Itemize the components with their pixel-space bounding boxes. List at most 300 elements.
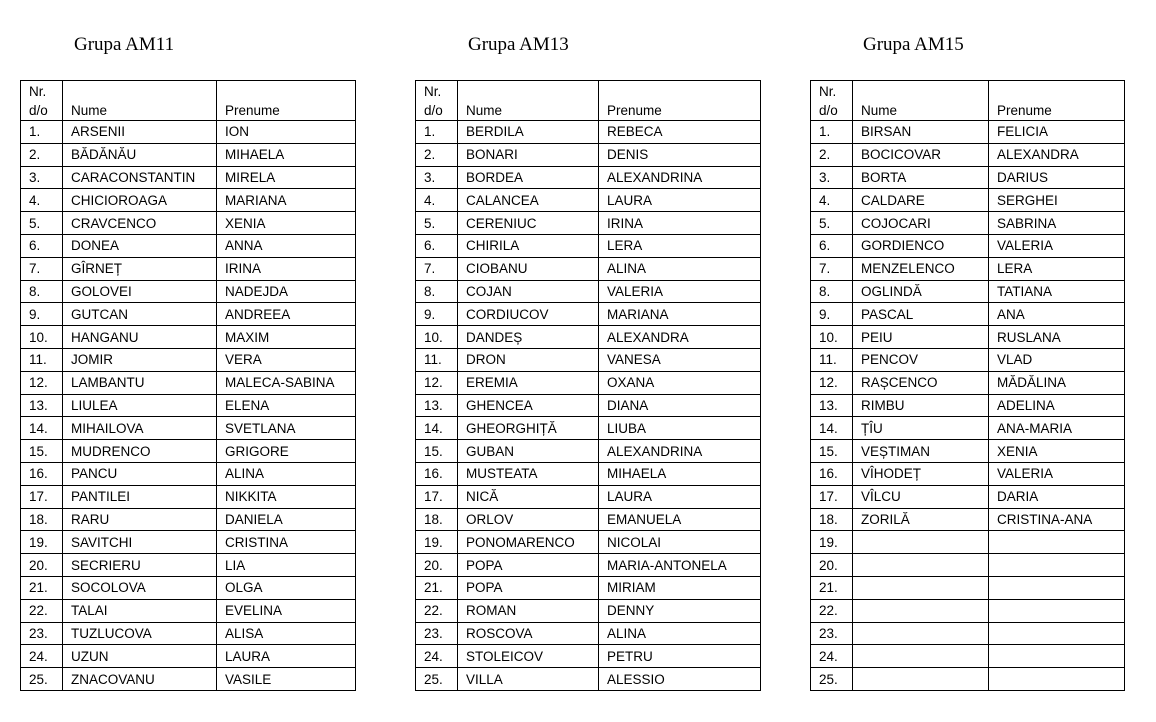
cell-nume: CERENIUC — [458, 212, 599, 235]
cell-nume: POPA — [458, 554, 599, 577]
table-row — [416, 440, 761, 463]
table-row — [811, 257, 1125, 280]
cell-nume: CRAVCENCO — [63, 212, 217, 235]
cell-prenume: EMANUELA — [599, 508, 761, 531]
cell-nume — [853, 645, 989, 668]
cell-prenume — [989, 531, 1125, 554]
cell-prenume — [989, 668, 1125, 691]
cell-nume: CHIRILA — [458, 234, 599, 257]
cell-nume: ZNACOVANU — [63, 668, 217, 691]
cell-prenume — [989, 599, 1125, 622]
cell-nume: CORDIUCOV — [458, 303, 599, 326]
cell-nr: 20. — [416, 554, 458, 577]
cell-nume: VÎHODEȚ — [853, 462, 989, 485]
cell-nr: 16. — [416, 462, 458, 485]
cell-prenume: LAURA — [217, 645, 356, 668]
group-title: Grupa AM15 — [863, 34, 964, 55]
group-title: Grupa AM11 — [74, 34, 175, 55]
cell-prenume: DARIA — [989, 485, 1125, 508]
cell-nr: 19. — [416, 531, 458, 554]
cell-prenume: LAURA — [599, 189, 761, 212]
cell-prenume: VALERIA — [599, 280, 761, 303]
cell-prenume — [989, 645, 1125, 668]
cell-nr: 19. — [811, 531, 853, 554]
cell-prenume: ADELINA — [989, 394, 1125, 417]
cell-nume: PASCAL — [853, 303, 989, 326]
cell-nume: ORLOV — [458, 508, 599, 531]
table-row — [21, 576, 356, 599]
table-row — [811, 508, 1125, 531]
table-row — [21, 417, 356, 440]
column-header-nr: Nr. d/o — [21, 81, 63, 121]
table-row — [811, 622, 1125, 645]
cell-nume: LIULEA — [63, 394, 217, 417]
cell-nr: 4. — [416, 189, 458, 212]
table-row — [811, 371, 1125, 394]
table-row — [416, 303, 761, 326]
table-row — [21, 143, 356, 166]
cell-prenume: DANIELA — [217, 508, 356, 531]
column-header-nume: Nume — [853, 81, 989, 121]
cell-prenume: MARIANA — [217, 189, 356, 212]
table-row — [21, 212, 356, 235]
cell-nr: 7. — [416, 257, 458, 280]
cell-nr: 25. — [811, 668, 853, 691]
cell-nume: RAȘCENCO — [853, 371, 989, 394]
cell-prenume: ALEXANDRINA — [599, 440, 761, 463]
table-row — [811, 440, 1125, 463]
cell-nr: 24. — [416, 645, 458, 668]
cell-prenume: XENIA — [217, 212, 356, 235]
cell-nume: BĂDĂNĂU — [63, 143, 217, 166]
cell-nume — [853, 622, 989, 645]
table-row — [21, 280, 356, 303]
cell-nr: 15. — [21, 440, 63, 463]
cell-nr: 5. — [416, 212, 458, 235]
cell-nume: TALAI — [63, 599, 217, 622]
cell-nume: VEȘTIMAN — [853, 440, 989, 463]
cell-nume: ROMAN — [458, 599, 599, 622]
cell-prenume: IRINA — [217, 257, 356, 280]
cell-nume: GÎRNEȚ — [63, 257, 217, 280]
table-row — [21, 348, 356, 371]
table-row — [811, 189, 1125, 212]
table-row — [21, 189, 356, 212]
cell-nr: 11. — [811, 348, 853, 371]
column-header-nume: Nume — [458, 81, 599, 121]
cell-nume: BOCICOVAR — [853, 143, 989, 166]
cell-nr: 24. — [21, 645, 63, 668]
cell-nr: 5. — [21, 212, 63, 235]
cell-prenume: RUSLANA — [989, 326, 1125, 349]
cell-prenume: GRIGORE — [217, 440, 356, 463]
cell-nr: 18. — [811, 508, 853, 531]
cell-prenume: EVELINA — [217, 599, 356, 622]
table-row — [21, 166, 356, 189]
cell-prenume: ALISA — [217, 622, 356, 645]
cell-nr: 23. — [811, 622, 853, 645]
cell-nr: 21. — [811, 576, 853, 599]
cell-prenume: VALERIA — [989, 234, 1125, 257]
cell-nume — [853, 531, 989, 554]
table-row — [416, 326, 761, 349]
cell-nume: VILLA — [458, 668, 599, 691]
table-row — [416, 508, 761, 531]
cell-nr: 9. — [21, 303, 63, 326]
cell-nr: 11. — [21, 348, 63, 371]
cell-nr: 6. — [416, 234, 458, 257]
table-row — [811, 212, 1125, 235]
cell-nr: 13. — [811, 394, 853, 417]
cell-nume: BERDILA — [458, 121, 599, 144]
cell-prenume: PETRU — [599, 645, 761, 668]
cell-prenume: OXANA — [599, 371, 761, 394]
cell-prenume: DARIUS — [989, 166, 1125, 189]
cell-nr: 13. — [416, 394, 458, 417]
table-row — [416, 189, 761, 212]
cell-nr: 10. — [811, 326, 853, 349]
table-row — [811, 554, 1125, 577]
table-row — [416, 599, 761, 622]
cell-nume: UZUN — [63, 645, 217, 668]
cell-nume: MENZELENCO — [853, 257, 989, 280]
table-row — [811, 462, 1125, 485]
cell-prenume: MALECA-SABINA — [217, 371, 356, 394]
table-row — [21, 394, 356, 417]
cell-nume: MIHAILOVA — [63, 417, 217, 440]
cell-prenume: CRISTINA — [217, 531, 356, 554]
table-row — [21, 121, 356, 144]
table-row — [21, 485, 356, 508]
table-row — [21, 371, 356, 394]
cell-prenume: DIANA — [599, 394, 761, 417]
cell-prenume: ALEXANDRA — [989, 143, 1125, 166]
cell-nr: 25. — [416, 668, 458, 691]
cell-nume: BIRSAN — [853, 121, 989, 144]
cell-nume: OGLINDĂ — [853, 280, 989, 303]
cell-prenume: VASILE — [217, 668, 356, 691]
table-row — [811, 143, 1125, 166]
table-row — [416, 531, 761, 554]
cell-nume: BORDEA — [458, 166, 599, 189]
cell-nr: 6. — [811, 234, 853, 257]
cell-nume: DONEA — [63, 234, 217, 257]
cell-prenume: MIRIAM — [599, 576, 761, 599]
column-header-nr: Nr. d/o — [416, 81, 458, 121]
cell-nr: 25. — [21, 668, 63, 691]
cell-nume: GUTCAN — [63, 303, 217, 326]
table-row — [21, 257, 356, 280]
column-header-nr: Nr. d/o — [811, 81, 853, 121]
cell-prenume: LIA — [217, 554, 356, 577]
roster-table — [810, 80, 1125, 691]
cell-nr: 12. — [811, 371, 853, 394]
cell-prenume: ANA — [989, 303, 1125, 326]
roster-table — [20, 80, 356, 691]
cell-nr: 7. — [811, 257, 853, 280]
cell-nr: 17. — [811, 485, 853, 508]
cell-nr: 14. — [416, 417, 458, 440]
cell-nume: GUBAN — [458, 440, 599, 463]
cell-nume: ȚÎU — [853, 417, 989, 440]
cell-nr: 3. — [416, 166, 458, 189]
cell-nr: 2. — [811, 143, 853, 166]
table-row — [21, 622, 356, 645]
cell-nume: VÎLCU — [853, 485, 989, 508]
cell-nr: 18. — [416, 508, 458, 531]
cell-nr: 15. — [416, 440, 458, 463]
cell-nume: EREMIA — [458, 371, 599, 394]
cell-prenume: VANESA — [599, 348, 761, 371]
cell-nr: 20. — [811, 554, 853, 577]
table-row — [811, 645, 1125, 668]
table-row — [811, 417, 1125, 440]
table-row — [811, 234, 1125, 257]
table-row — [416, 348, 761, 371]
table-row — [21, 599, 356, 622]
table-row — [21, 303, 356, 326]
cell-nume: DANDEȘ — [458, 326, 599, 349]
cell-nr: 22. — [21, 599, 63, 622]
cell-prenume: LAURA — [599, 485, 761, 508]
column-header-prenume: Prenume — [217, 81, 356, 121]
cell-prenume: ANNA — [217, 234, 356, 257]
cell-nume: ARSENII — [63, 121, 217, 144]
cell-nr: 2. — [416, 143, 458, 166]
cell-prenume: ALINA — [599, 622, 761, 645]
group-title: Grupa AM13 — [468, 34, 569, 55]
cell-prenume: ANA-MARIA — [989, 417, 1125, 440]
cell-nr: 9. — [416, 303, 458, 326]
cell-prenume: OLGA — [217, 576, 356, 599]
cell-nume: PONOMARENCO — [458, 531, 599, 554]
cell-nr: 10. — [21, 326, 63, 349]
cell-nume: CALANCEA — [458, 189, 599, 212]
cell-nr: 10. — [416, 326, 458, 349]
cell-prenume: DENNY — [599, 599, 761, 622]
cell-nr: 3. — [811, 166, 853, 189]
cell-prenume: ANDREEA — [217, 303, 356, 326]
cell-nume: SOCOLOVA — [63, 576, 217, 599]
column-header-prenume: Prenume — [989, 81, 1125, 121]
cell-prenume: CRISTINA-ANA — [989, 508, 1125, 531]
cell-nume: ROSCOVA — [458, 622, 599, 645]
cell-nr: 8. — [416, 280, 458, 303]
cell-nr: 9. — [811, 303, 853, 326]
cell-nume: CARACONSTANTIN — [63, 166, 217, 189]
cell-prenume: MIHAELA — [599, 462, 761, 485]
table-row — [21, 326, 356, 349]
cell-prenume: ALINA — [217, 462, 356, 485]
cell-prenume: TATIANA — [989, 280, 1125, 303]
table-row — [416, 485, 761, 508]
cell-prenume: NICOLAI — [599, 531, 761, 554]
cell-nume: DRON — [458, 348, 599, 371]
cell-nume: BORTA — [853, 166, 989, 189]
table-row — [811, 576, 1125, 599]
cell-nume: RARU — [63, 508, 217, 531]
table-row — [21, 440, 356, 463]
table-row — [416, 257, 761, 280]
cell-prenume — [989, 554, 1125, 577]
table-row — [416, 371, 761, 394]
table-row — [416, 668, 761, 691]
cell-nr: 20. — [21, 554, 63, 577]
cell-nr: 12. — [21, 371, 63, 394]
cell-nr: 21. — [21, 576, 63, 599]
cell-nr: 11. — [416, 348, 458, 371]
table-header-row — [811, 81, 1125, 121]
cell-nume: HANGANU — [63, 326, 217, 349]
table-row — [21, 234, 356, 257]
table-row — [416, 166, 761, 189]
cell-nume: SAVITCHI — [63, 531, 217, 554]
cell-nr: 16. — [21, 462, 63, 485]
cell-nr: 18. — [21, 508, 63, 531]
cell-prenume: MARIA-ANTONELA — [599, 554, 761, 577]
cell-nr: 5. — [811, 212, 853, 235]
table-row — [21, 531, 356, 554]
table-row — [416, 394, 761, 417]
table-row — [416, 212, 761, 235]
cell-prenume: VALERIA — [989, 462, 1125, 485]
cell-nr: 21. — [416, 576, 458, 599]
table-row — [811, 668, 1125, 691]
cell-nume — [853, 554, 989, 577]
table-row — [21, 668, 356, 691]
cell-nume: MUSTEATA — [458, 462, 599, 485]
cell-prenume: VERA — [217, 348, 356, 371]
cell-nume — [853, 599, 989, 622]
cell-nr: 4. — [21, 189, 63, 212]
cell-prenume: MĂDĂLINA — [989, 371, 1125, 394]
cell-nume: BONARI — [458, 143, 599, 166]
cell-nr: 23. — [21, 622, 63, 645]
table-row — [416, 554, 761, 577]
cell-nume: POPA — [458, 576, 599, 599]
cell-prenume: ALEXANDRA — [599, 326, 761, 349]
cell-prenume: ION — [217, 121, 356, 144]
cell-nume: COJOCARI — [853, 212, 989, 235]
cell-nr: 22. — [416, 599, 458, 622]
cell-prenume: SABRINA — [989, 212, 1125, 235]
cell-nume: GOLOVEI — [63, 280, 217, 303]
cell-nume — [853, 576, 989, 599]
cell-prenume: ALINA — [599, 257, 761, 280]
cell-prenume: ALEXANDRINA — [599, 166, 761, 189]
cell-nr: 4. — [811, 189, 853, 212]
cell-nr: 7. — [21, 257, 63, 280]
cell-nr: 1. — [21, 121, 63, 144]
cell-nr: 23. — [416, 622, 458, 645]
cell-nr: 14. — [811, 417, 853, 440]
cell-nr: 16. — [811, 462, 853, 485]
cell-prenume: REBECA — [599, 121, 761, 144]
table-row — [416, 576, 761, 599]
cell-nr: 1. — [416, 121, 458, 144]
cell-nr: 6. — [21, 234, 63, 257]
table-header-row — [21, 81, 356, 121]
table-row — [811, 599, 1125, 622]
cell-nr: 1. — [811, 121, 853, 144]
table-row — [21, 508, 356, 531]
cell-nr: 13. — [21, 394, 63, 417]
cell-prenume: LERA — [599, 234, 761, 257]
cell-prenume — [989, 622, 1125, 645]
cell-nr: 19. — [21, 531, 63, 554]
cell-prenume: SVETLANA — [217, 417, 356, 440]
cell-nume: PANCU — [63, 462, 217, 485]
table-row — [21, 554, 356, 577]
table-row — [811, 326, 1125, 349]
cell-nume — [853, 668, 989, 691]
cell-nume: PEIU — [853, 326, 989, 349]
cell-prenume: XENIA — [989, 440, 1125, 463]
table-row — [811, 485, 1125, 508]
cell-nr: 2. — [21, 143, 63, 166]
cell-nr: 14. — [21, 417, 63, 440]
cell-prenume — [989, 576, 1125, 599]
cell-nume: COJAN — [458, 280, 599, 303]
cell-nume: GHENCEA — [458, 394, 599, 417]
table-row — [811, 280, 1125, 303]
table-row — [416, 645, 761, 668]
table-row — [811, 531, 1125, 554]
cell-prenume: LERA — [989, 257, 1125, 280]
cell-nr: 17. — [416, 485, 458, 508]
cell-nume: LAMBANTU — [63, 371, 217, 394]
cell-prenume: LIUBA — [599, 417, 761, 440]
table-row — [416, 280, 761, 303]
table-header-row — [416, 81, 761, 121]
table-row — [21, 462, 356, 485]
cell-nume: MUDRENCO — [63, 440, 217, 463]
table-row — [811, 348, 1125, 371]
roster-table — [415, 80, 761, 691]
table-row — [416, 417, 761, 440]
cell-nume: ZORILĂ — [853, 508, 989, 531]
cell-prenume: DENIS — [599, 143, 761, 166]
cell-nume: GHEORGHIȚĂ — [458, 417, 599, 440]
cell-prenume: ELENA — [217, 394, 356, 417]
cell-nume: RIMBU — [853, 394, 989, 417]
cell-prenume: NIKKITA — [217, 485, 356, 508]
cell-nr: 8. — [21, 280, 63, 303]
table-row — [811, 394, 1125, 417]
table-row — [416, 462, 761, 485]
cell-nume: TUZLUCOVA — [63, 622, 217, 645]
table-row — [416, 234, 761, 257]
column-header-prenume: Prenume — [599, 81, 761, 121]
cell-nume: JOMIR — [63, 348, 217, 371]
table-row — [416, 622, 761, 645]
table-row — [21, 645, 356, 668]
cell-nr: 3. — [21, 166, 63, 189]
cell-prenume: MIHAELA — [217, 143, 356, 166]
cell-nume: NICĂ — [458, 485, 599, 508]
cell-nr: 22. — [811, 599, 853, 622]
table-row — [811, 121, 1125, 144]
cell-nr: 17. — [21, 485, 63, 508]
cell-nume: PENCOV — [853, 348, 989, 371]
table-row — [811, 166, 1125, 189]
cell-prenume: IRINA — [599, 212, 761, 235]
cell-prenume: NADEJDA — [217, 280, 356, 303]
cell-prenume: MAXIM — [217, 326, 356, 349]
cell-nr: 15. — [811, 440, 853, 463]
table-row — [416, 143, 761, 166]
cell-nume: CIOBANU — [458, 257, 599, 280]
